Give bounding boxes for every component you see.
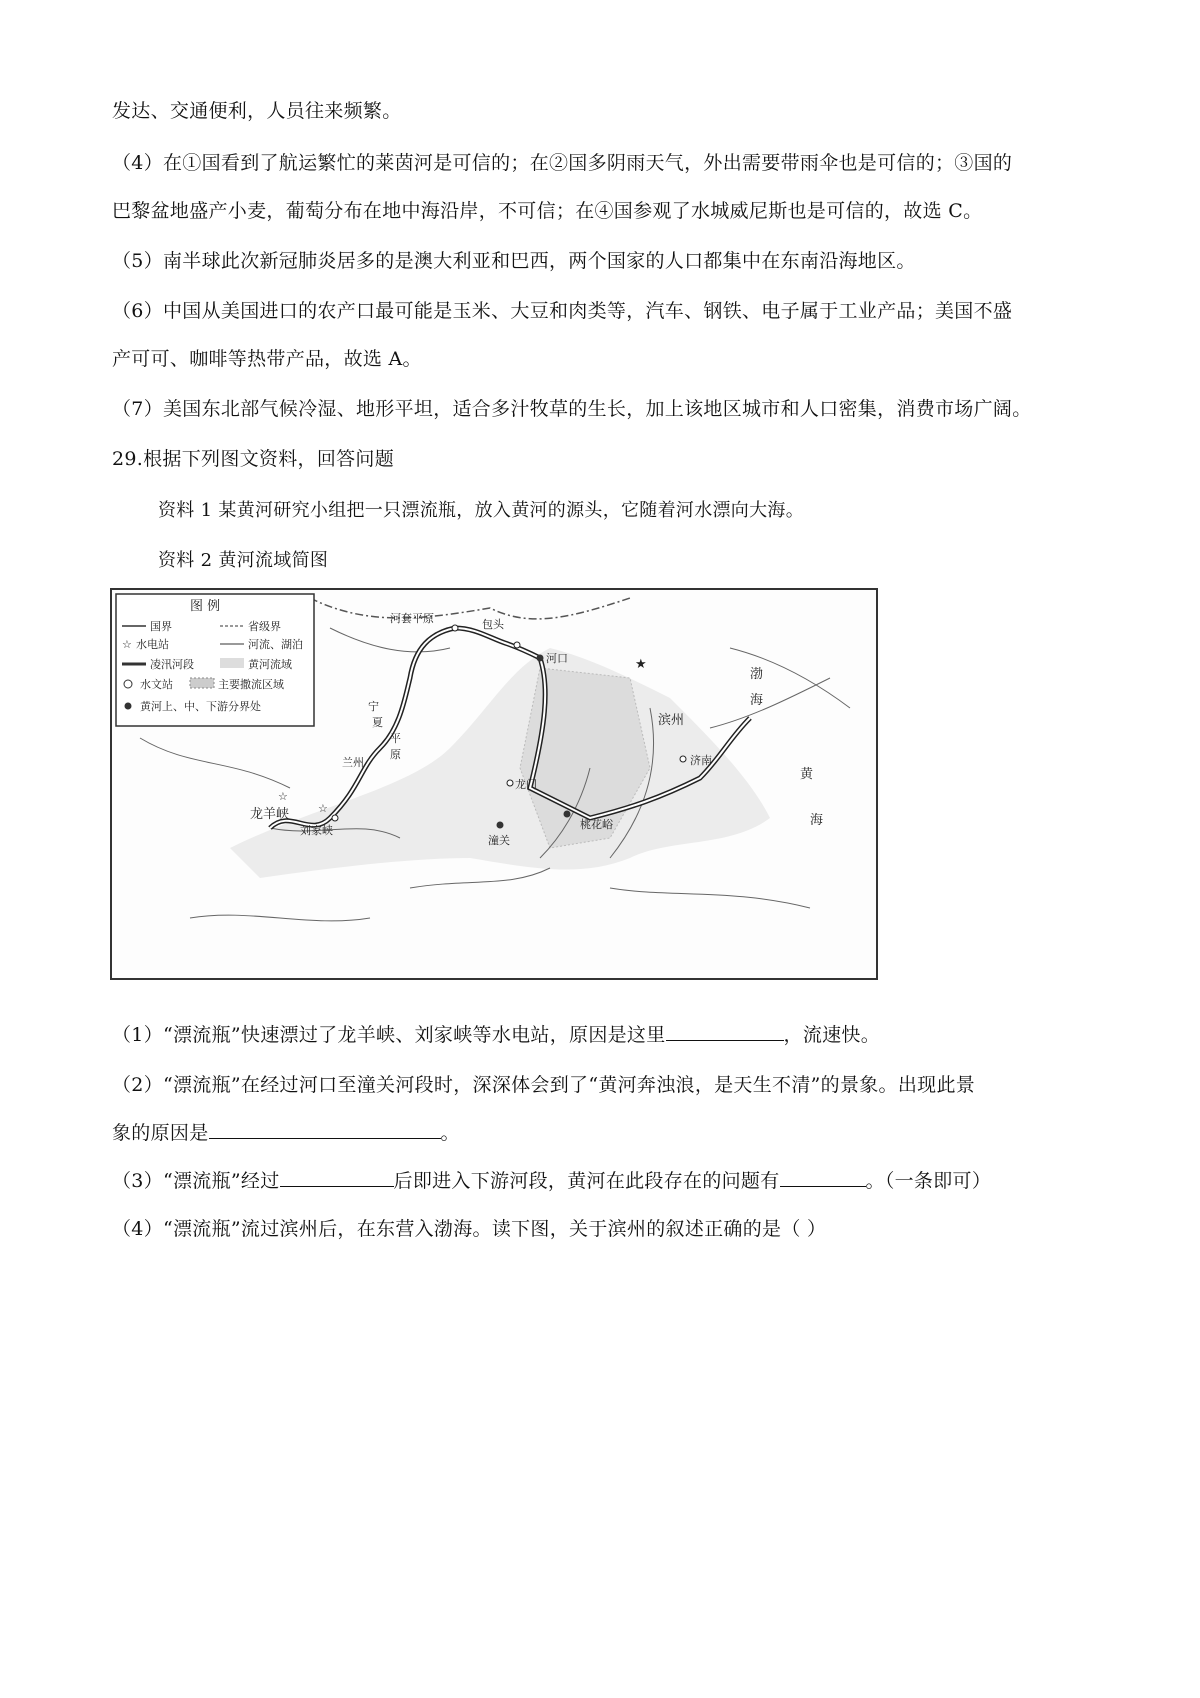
place-baotou: 包头 [482,618,504,631]
place-lanzhou: 兰州 [342,756,364,769]
place-taohua: 桃花峪 [580,818,613,831]
sub-question-4: （4）“漂流瓶”流过滨州后，在东营入渤海。读下图，关于滨州的叙述正确的是（ ） [112,1218,827,1240]
q2-text-c: 。 [440,1122,460,1144]
q3-text-c: 。（一条即可） [865,1170,992,1192]
place-longyang: 龙羊峡 [250,807,290,822]
sub-question-2: （2）“漂流瓶”在经过河口至潼关河段时，深深体会到了“黄河奔浊浪，是天生不清”的景象。出现此景 [112,1074,976,1096]
answer-blank[interactable] [209,1120,441,1139]
place-longmen: 龙门 [515,778,537,791]
legend-province: 省级界 [248,620,281,633]
place-bohai2: 海 [750,693,764,708]
q3-text-b: 后即进入下游河段，黄河在此段存在的问题有 [393,1170,780,1192]
legend-station: 水文站 [140,678,173,691]
place-huanghai1: 黄 [800,767,814,782]
answer-line: 发达、交通便利，人员往来频繁。 [112,100,402,122]
legend-hydro: 水电站 [136,638,169,651]
place-ningxia2: 夏 [372,716,383,729]
station-circle-icon [124,680,132,688]
q3-text-a: （3）“漂流瓶”经过 [112,1170,280,1192]
legend-title: 图 例 [190,599,221,614]
hydro-star-icon: ☆ [278,790,288,803]
place-jinan: 济南 [690,754,712,767]
place-liujia: 刘家峡 [300,824,333,837]
place-ningxia: 宁 [368,700,379,713]
basin-fill-icon [220,658,244,668]
material-1: 资料 1 某黄河研究小组把一只漂流瓶，放入黄河的源头，它随着河水漂向大海。 [158,500,804,521]
place-bohai1: 渤 [750,667,764,682]
hydro-star-icon: ☆ [318,802,328,815]
question-title: 29.根据下列图文资料，回答问题 [112,448,395,470]
answer-blank[interactable] [780,1168,866,1187]
answer-blank[interactable] [280,1168,394,1187]
answer-line: （6）中国从美国进口的农产口最可能是玉米、大豆和肉类等，汽车、钢铁、电子属于工业产品；美国不盛 [112,300,1013,322]
q1-text-a: （1）“漂流瓶”快速漂过了龙羊峡、刘家峡等水电站，原因是这里 [112,1024,666,1046]
place-ningxia3: 平 [390,732,401,745]
place-huanghai2: 海 [810,813,824,828]
yellow-river-basin-map [110,588,878,980]
answer-line: （7）美国东北部气候冷湿、地形平坦，适合多汁牧草的生长，加上该地区城市和人口密集，消费市场广阔。 [112,398,1032,420]
place-binzhou: 滨州 [658,713,685,728]
capital-star-icon: ★ [635,657,647,672]
answer-line: （5）南半球此次新冠肺炎居多的是澳大利亚和巴西，两个国家的人口都集中在东南沿海地区。 [112,250,916,272]
place-hekou: 河口 [546,652,568,665]
legend-basin: 黄河流域 [248,658,292,671]
place-hetao: 河套平原 [390,612,434,625]
q2-text-b: 象的原因是 [112,1122,209,1144]
sub-question-3 [112,1166,991,1193]
material-2: 资料 2 黄河流域简图 [158,550,329,571]
place-tongguan: 潼关 [488,834,510,847]
map-legend [116,594,314,726]
legend-border: 国界 [150,620,172,633]
legend-ice: 凌汛河段 [150,658,194,671]
answer-line: 产可可、咖啡等热带产品，故选 A。 [112,348,422,370]
answer-line: （4）在①国看到了航运繁忙的莱茵河是可信的；在②国多阴雨天气，外出需要带雨伞也是可信的；③国的 [112,152,1013,174]
legend-divide: 黄河上、中、下游分界处 [140,700,261,713]
answer-blank[interactable] [666,1022,784,1041]
divide-dot-icon [125,703,132,710]
erosion-fill-icon [190,678,214,688]
sub-question-2-cont [112,1118,460,1145]
answer-line: 巴黎盆地盛产小麦，葡萄分布在地中海沿岸，不可信；在④国参观了水城威尼斯也是可信的，故选 C。 [112,200,983,222]
place-ningxia4: 原 [390,748,401,761]
q1-text-b: ，流速快。 [783,1024,881,1046]
sub-question-1 [112,1020,880,1047]
legend-river: 河流、湖泊 [248,638,303,651]
hydro-star-icon: ☆ [122,638,132,651]
legend-erosion: 主要撒流区域 [218,678,284,691]
